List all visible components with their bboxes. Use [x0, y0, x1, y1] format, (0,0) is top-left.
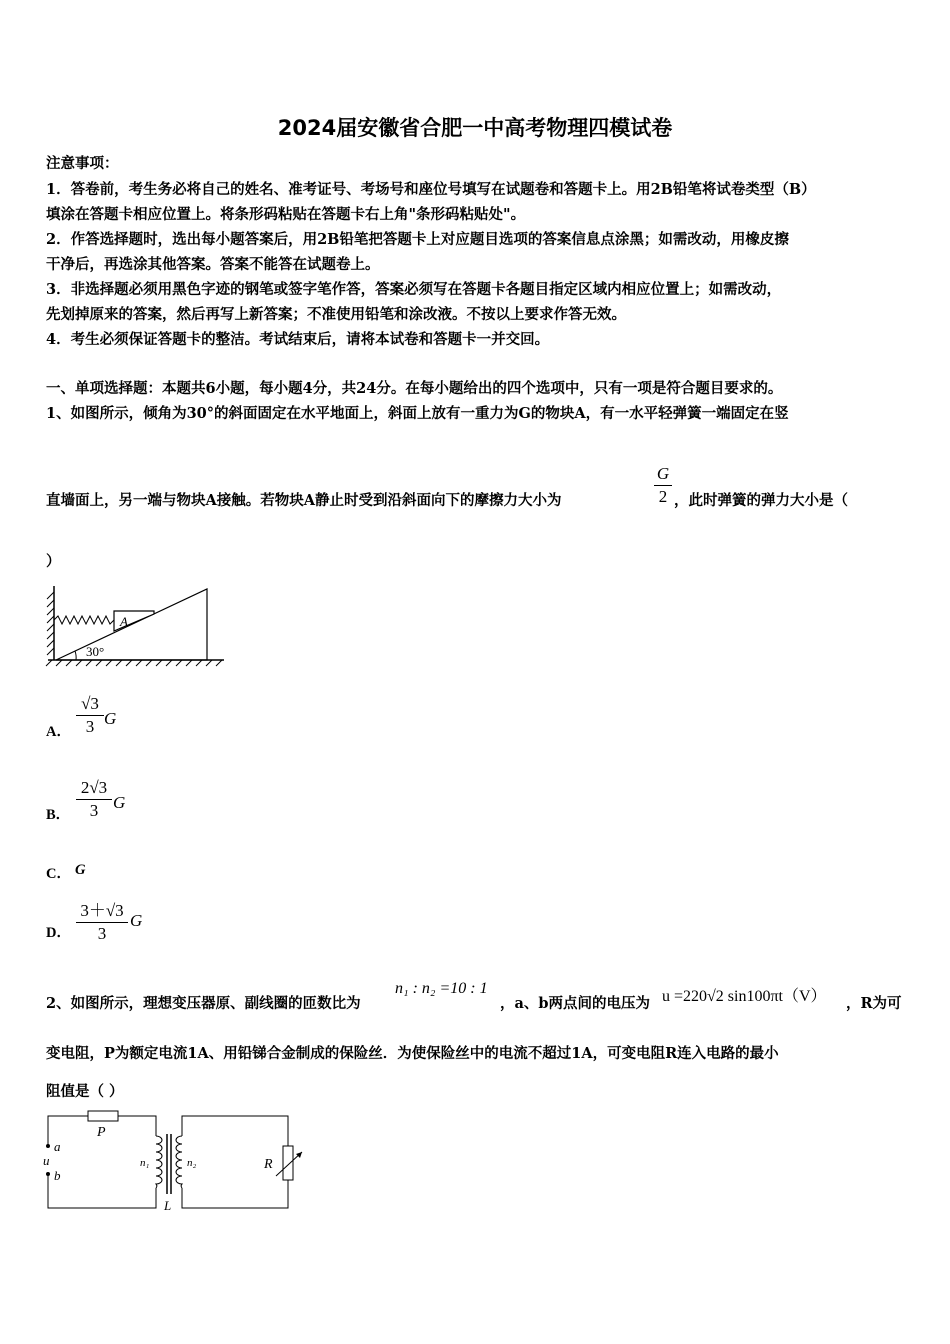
- notice-line: 1．答卷前，考生务必将自己的姓名、准考证号、考场号和座位号填写在试题卷和答题卡上。用2B铅笔将试卷类型（B）: [46, 181, 816, 198]
- notice-line: 先划掉原来的答案，然后再写上新答案；不准使用铅笔和涂改液。不按以上要求作答无效。: [46, 306, 626, 323]
- primary-turns-label: n₁: [140, 1157, 150, 1169]
- resistor-label: R: [264, 1157, 273, 1172]
- q2-text-line: 阻值是（ ）: [46, 1083, 124, 1100]
- block-a-label: A: [120, 614, 128, 629]
- fraction-numerator: 3＋√3: [80, 901, 124, 920]
- q1-option-a-fraction: [76, 694, 104, 737]
- q1-option-d-fraction: [76, 896, 128, 944]
- secondary-turns-label: n₂: [187, 1157, 197, 1169]
- q1-friction-fraction: [654, 464, 672, 507]
- fraction-denominator: 2: [658, 487, 668, 506]
- q2-text-line: 2、如图所示，理想变压器原、副线圈的匝数比为: [46, 995, 361, 1012]
- q2-text-line: ，a、b两点间的电压为: [500, 995, 651, 1012]
- fuse-label: P: [97, 1125, 106, 1140]
- q2-text-line: 变电阻，P为额定电流1A、用铅锑合金制成的保险丝．为使保险丝中的电流不超过1A，可变电阻R连入电路的最小: [46, 1045, 779, 1062]
- fraction-denominator: 3: [97, 924, 107, 943]
- q1-text-line: 直墙面上，另一端与物块A接触。若物块A静止时受到沿斜面向下的摩擦力大小为: [46, 492, 562, 509]
- q1-option-b-variable: G: [113, 793, 126, 812]
- q1-option-d-variable: G: [130, 911, 143, 930]
- fraction-denominator: 3: [85, 717, 95, 736]
- voltage-u-label: u: [43, 1153, 50, 1168]
- notice-line: 填涂在答题卡相应位置上。将条形码粘贴在答题卡右上角"条形码粘贴处"。: [46, 206, 526, 223]
- notice-line: 干净后，再选涂其他答案。答案不能答在试题卷上。: [46, 256, 380, 273]
- notice-heading: 注意事项：: [46, 155, 119, 172]
- core-label: L: [164, 1198, 172, 1213]
- fraction-numerator: G: [656, 464, 670, 483]
- q2-voltage-expression: u =220√2 sin100πt（V）: [662, 988, 827, 1005]
- q2-transformer-circuit: [40, 1104, 312, 1214]
- notice-line: 3．非选择题必须用黑色字迹的钢笔或签字笔作答，答案必须写在答题卡各题目指定区域内相应位置上；如需改动，: [46, 281, 782, 298]
- terminal-b-label: b: [54, 1168, 61, 1183]
- notice-line: 4．考生必须保证答题卡的整洁。考试结束后，请将本试卷和答题卡一并交回。: [46, 331, 550, 348]
- q2-turns-ratio: n₁ : n₂ =10 : 1: [395, 980, 488, 997]
- q1-option-a-variable: G: [104, 709, 117, 728]
- fraction-numerator: 2√3: [80, 778, 108, 797]
- terminal-a-label: a: [54, 1139, 61, 1154]
- fraction-numerator: √3: [81, 694, 99, 713]
- fraction-denominator: 3: [89, 801, 99, 820]
- q1-option-c-value: G: [75, 862, 86, 878]
- q1-option-b-letter: B．: [46, 807, 71, 823]
- page-title: 2024届安徽省合肥一中高考物理四模试卷: [277, 116, 673, 140]
- q1-option-c-letter: C．: [46, 866, 71, 882]
- q1-option-b-fraction: [76, 778, 112, 821]
- q1-text-line: ）: [46, 553, 61, 570]
- q1-incline-figure: [42, 584, 232, 668]
- q1-text-line: ，此时弹簧的弹力大小是（: [674, 492, 848, 509]
- notice-line: 2．作答选择题时，选出每小题答案后，用2B铅笔把答题卡上对应题目选项的答案信息点涂黑；如需改动，用橡皮擦: [46, 231, 789, 248]
- angle-label: 30°: [86, 644, 105, 659]
- q2-text-line: ，R为可: [846, 995, 902, 1012]
- section-heading: 一、单项选择题：本题共6小题，每小题4分，共24分。在每小题给出的四个选项中，只有一项是符合题目要求的。: [46, 380, 783, 397]
- q1-option-a-letter: A．: [46, 724, 71, 740]
- q1-text-line: 1、如图所示，倾角为30°的斜面固定在水平地面上，斜面上放有一重力为G的物块A，有一水平轻弹簧一端固定在竖: [46, 405, 789, 422]
- q1-option-d-letter: D．: [46, 925, 71, 941]
